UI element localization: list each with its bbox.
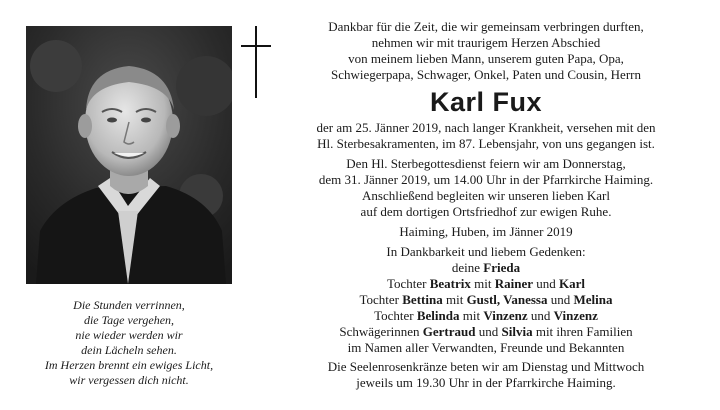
death-notice-line: der am 25. Jänner 2019, nach langer Krankheit, versehen mit den [316, 120, 656, 135]
intro-line: nehmen wir mit traurigem Herzen Abschied [371, 35, 601, 50]
service-line: auf dem dortigen Ortsfriedhof zur ewigen Ruhe. [360, 204, 612, 219]
family-others: im Namen aller Verwandten, Freunde und Bekannten [347, 340, 625, 355]
service-line: Anschließend begleiten wir unseren lieben Karl [362, 188, 610, 203]
family-wife: deine Frieda [451, 260, 521, 275]
poem-line: wir vergessen dich nicht. [69, 373, 189, 387]
intro-line: von meinem lieben Mann, unserem guten Papa, Opa, [348, 51, 624, 66]
portrait-photo [26, 26, 232, 284]
gratitude-line: In Dankbarkeit und liebem Gedenken: [386, 244, 586, 259]
cross-icon [241, 26, 271, 98]
family-sisters-in-law: Schwägerinnen Gertraud und Silvia mit ihren Familien [339, 324, 633, 339]
intro-line: Dankbar für die Zeit, die wir gemeinsam verbringen durften, [328, 19, 644, 34]
rosary-line: jeweils um 19.30 Uhr in der Pfarrkirche Haiming. [356, 375, 616, 390]
family-daughter-1: Tochter Beatrix mit Rainer und Karl [386, 276, 586, 291]
memorial-poem [20, 298, 238, 388]
deceased-name: Karl Fux [429, 87, 543, 117]
poem-line: die Tage vergehen, [83, 313, 175, 327]
place-date: Haiming, Huben, im Jänner 2019 [399, 224, 573, 239]
rosary-line: Die Seelenrosenkränze beten wir am Dienstag und Mittwoch [327, 359, 645, 374]
poem-line: Die Stunden verrinnen, [73, 298, 185, 312]
poem-line: nie wieder werden wir [75, 328, 183, 342]
notice-text [276, 19, 696, 391]
service-line: Den Hl. Sterbegottesdienst feiern wir am Donnerstag, [346, 156, 626, 171]
family-daughter-2: Tochter Bettina mit Gustl, Vanessa und Melina [359, 292, 613, 307]
service-line: dem 31. Jänner 2019, um 14.00 Uhr in der Pfarrkirche Haiming. [318, 172, 654, 187]
poem-line: Im Herzen brennt ein ewiges Licht, [44, 358, 214, 372]
family-daughter-3: Tochter Belinda mit Vinzenz und Vinzenz [374, 308, 598, 323]
death-notice-line: Hl. Sterbesakramenten, im 87. Lebensjahr, von uns gegangen ist. [317, 136, 655, 151]
intro-line: Schwiegerpapa, Schwager, Onkel, Paten und Cousin, Herrn [331, 67, 641, 82]
poem-line: dein Lächeln sehen. [81, 343, 177, 357]
